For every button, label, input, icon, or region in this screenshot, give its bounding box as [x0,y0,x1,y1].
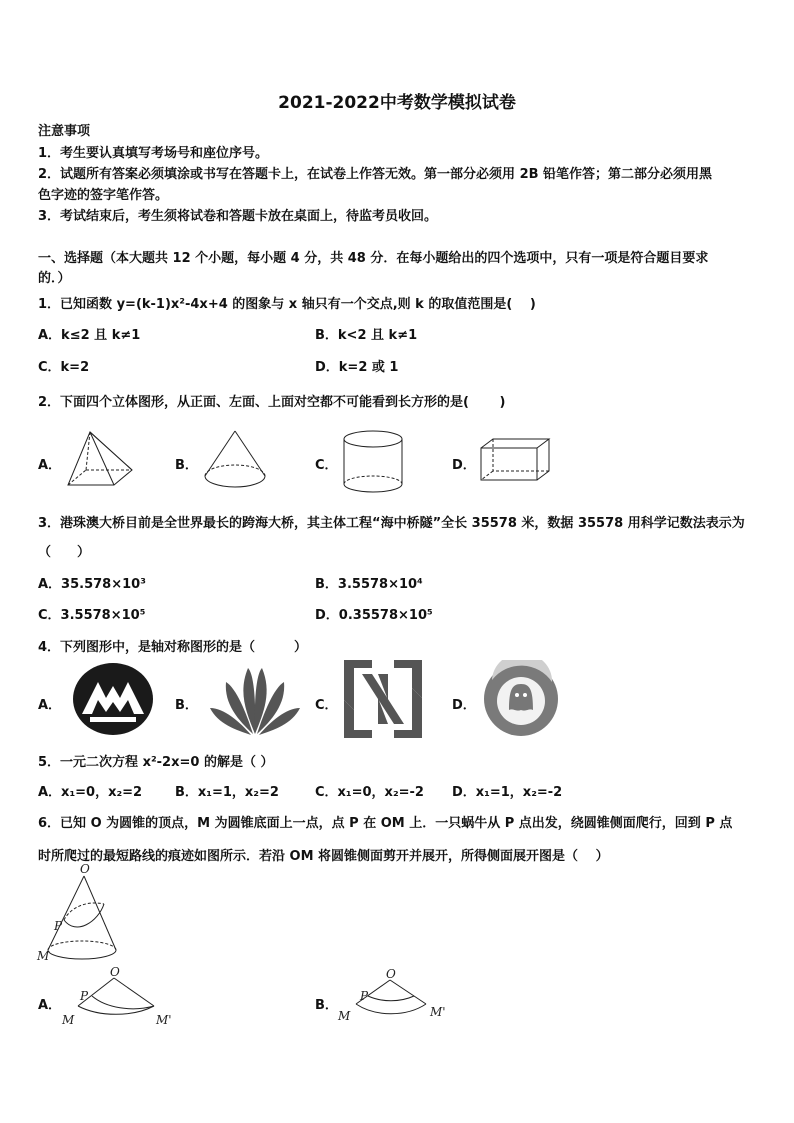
sector-b-figure [334,966,454,1028]
q3-option-d[interactable]: D．0.35578×10⁵ [315,608,433,623]
q2-option-b[interactable]: B． [175,458,198,473]
notice-item-2: 2．试题所有答案必须填涂或书写在答题卡上，在试卷上作答无效。第一部分必须用 2B 铅笔作答；第二部分必须用黑 [38,167,713,182]
q4-option-c[interactable]: C． [315,698,338,713]
notice-item-2-cont: 色字迹的签字笔作答。 [38,188,169,203]
label-m: M [338,1009,351,1023]
section-heading-cont: 的．） [38,271,71,286]
q4-option-a[interactable]: A． [38,698,62,713]
label-o: O [110,966,120,979]
q1-option-b[interactable]: B．k<2 且 k≠1 [315,328,418,343]
section-heading: 一、选择题（本大题共 12 个小题，每小题 4 分，共 48 分．在每小题给出的四个选项中，只有一项是符合题目要求 [38,251,709,266]
cylinder-figure [340,428,406,496]
q2-option-c[interactable]: C． [315,458,338,473]
label-m-prime: M' [156,1013,172,1027]
question-5-stem: 5．一元二次方程 x²-2x=0 的解是（ ） [38,755,274,770]
q3-option-b[interactable]: B．3.5578×10⁴ [315,577,423,592]
q5-option-b[interactable]: B．x₁=1，x₂=2 [175,785,279,800]
question-3-stem-cont: （ ） [38,545,91,560]
q6-option-b[interactable]: B． [315,998,338,1013]
label-o: O [386,967,396,981]
q4-option-d[interactable]: D． [452,698,476,713]
cone-figure [200,428,270,492]
q4-option-b[interactable]: B． [175,698,198,713]
question-4-stem: 4．下列图形中，是轴对称图形的是（ ） [38,640,308,655]
pyramid-figure [62,430,134,490]
cone-path-figure [36,864,146,968]
notice-item-1: 1．考生要认真填写考场号和座位序号。 [38,146,269,161]
question-1-stem: 1．已知函数 y=(k-1)x²-4x+4 的图象与 x 轴只有一个交点,则 k 的取值范围是( ) [38,297,536,312]
notice-heading: 注意事项 [38,124,91,139]
abstract-logo-icon [344,660,422,738]
q3-option-c[interactable]: C．3.5578×10⁵ [38,608,146,623]
q2-option-d[interactable]: D． [452,458,476,473]
notice-item-3: 3．考试结束后，考生须将试卷和答题卡放在桌面上，待监考员收回。 [38,209,438,224]
q1-option-c[interactable]: C．k=2 [38,360,90,375]
q3-option-a[interactable]: A．35.578×10³ [38,577,146,592]
q2-option-a[interactable]: A． [38,458,62,473]
label-p: P [80,989,89,1003]
q5-option-d[interactable]: D．x₁=1，x₂=-2 [452,785,563,800]
label-m: M [37,949,50,963]
cuboid-figure [478,436,552,484]
label-p: P [360,989,369,1003]
label-m: M [62,1013,75,1027]
page-title: 2021-2022中考数学模拟试卷 [278,93,516,113]
sector-a-figure [58,966,178,1028]
bank-logo-icon [72,662,154,736]
q6-option-a[interactable]: A． [38,998,62,1013]
label-p: P [54,919,63,933]
question-3-stem: 3．港珠澳大桥目前是全世界最长的跨海大桥，其主体工程“海中桥隧”全长 35578 米，数据 35578 用科学记数法表示为 [38,516,745,531]
question-2-stem: 2．下面四个立体图形，从正面、左面、上面对空都不可能看到长方形的是( ) [38,395,506,410]
q5-option-a[interactable]: A．x₁=0，x₂=2 [38,785,143,800]
q5-option-c[interactable]: C．x₁=0，x₂=-2 [315,785,424,800]
q1-option-a[interactable]: A．k≤2 且 k≠1 [38,328,141,343]
label-m-prime: M' [430,1005,446,1019]
question-6-stem-cont: 时所爬过的最短路线的痕迹如图所示．若沿 OM 将圆锥侧面剪开并展开，所得侧面展开图是（ ） [38,849,609,864]
huawei-logo-icon [208,662,302,738]
label-o: O [80,864,90,876]
qq-logo-icon [482,660,560,738]
question-6-stem: 6．已知 O 为圆锥的顶点，M 为圆锥底面上一点，点 P 在 OM 上．一只蜗牛从 P 点出发，绕圆锥侧面爬行，回到 P 点 [38,816,733,831]
q1-option-d[interactable]: D．k=2 或 1 [315,360,399,375]
